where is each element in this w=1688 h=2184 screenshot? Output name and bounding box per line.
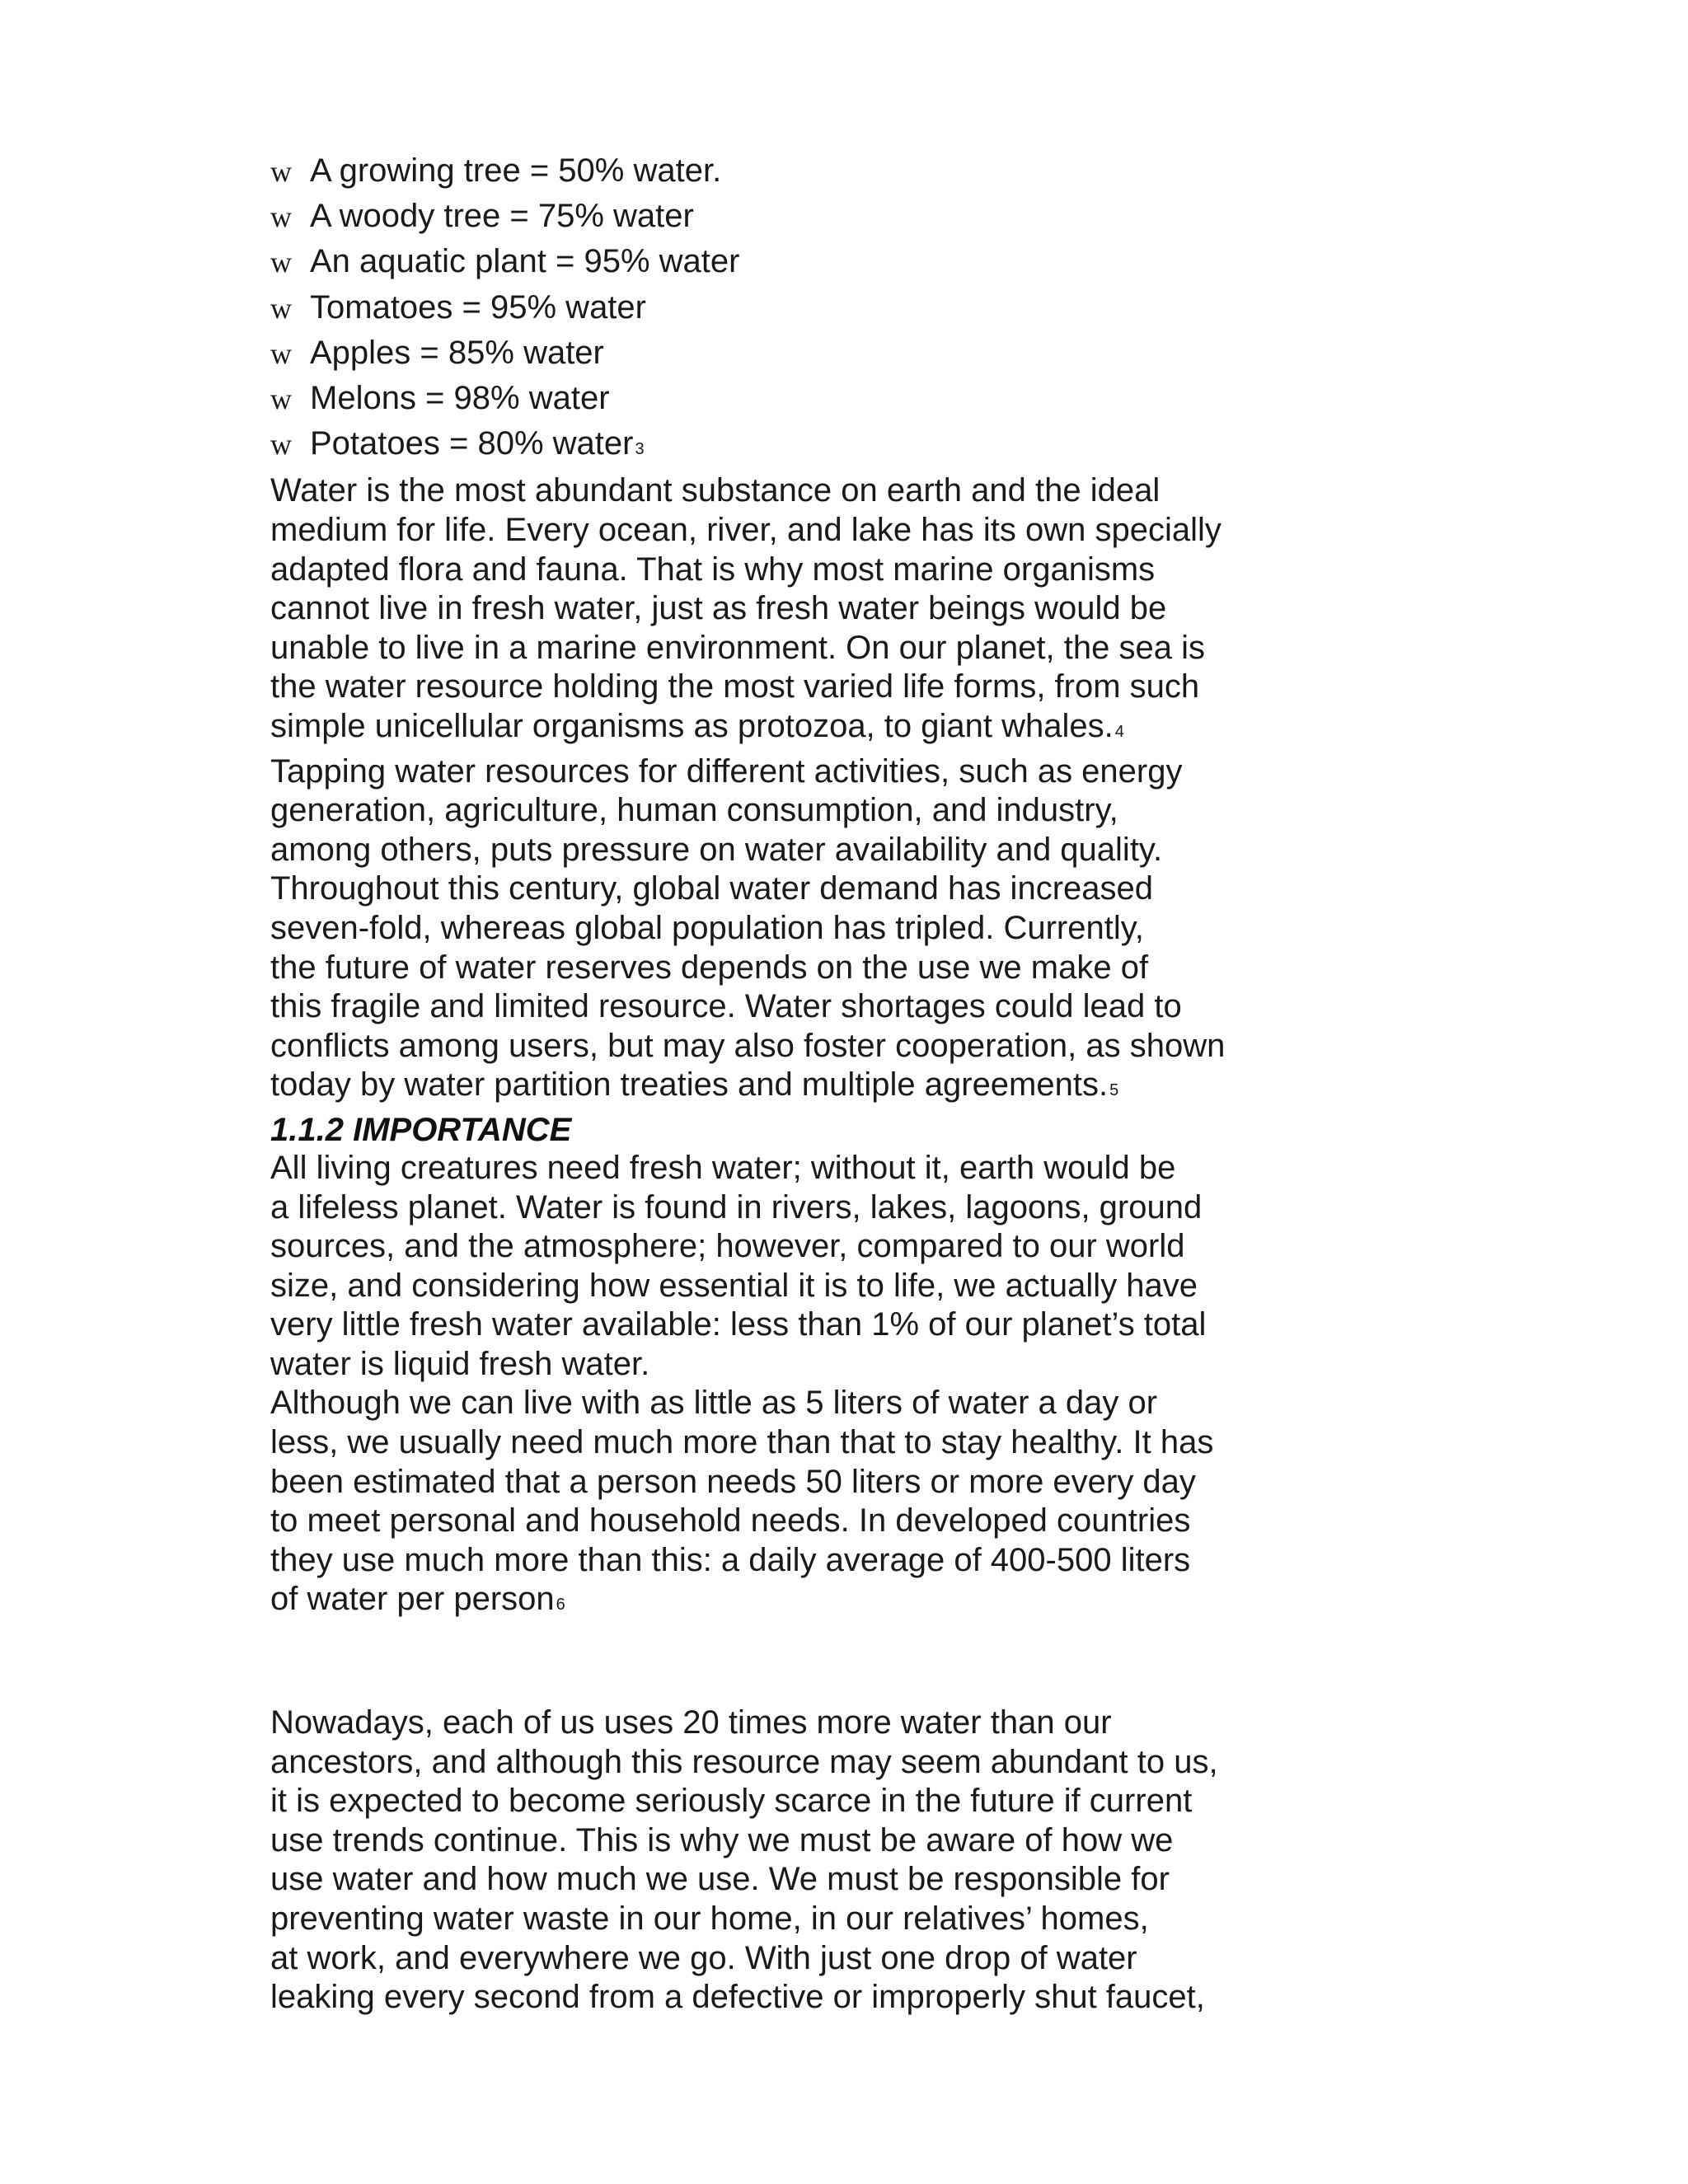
page-content <box>270 148 1259 2018</box>
text-line-content: simple unicellular organisms as protozoa, to giant whales. <box>270 707 1114 744</box>
list-item-text: Potatoes = 80% water <box>310 425 634 462</box>
text-line: leaking every second from a defective or improperly shut faucet, <box>270 1979 1205 2016</box>
text-line: use trends continue. This is why we must be aware of how we <box>270 1821 1174 1858</box>
water-content-list <box>270 148 1259 471</box>
list-item-text: A woody tree = 75% water <box>310 198 694 235</box>
text-line: size, and considering how essential it is to life, we actually have <box>270 1267 1198 1304</box>
bullet-icon: w <box>270 336 292 370</box>
list-item-text: A growing tree = 50% water. <box>310 152 722 189</box>
text-line: the water resource holding the most varied life forms, from such <box>270 668 1200 705</box>
text-line: a lifeless planet. Water is found in rivers, lakes, lagoons, ground <box>270 1188 1203 1226</box>
text-line: preventing water waste in our home, in our relatives’ homes, <box>270 1900 1149 1938</box>
list-item-text: Apples = 85% water <box>310 334 604 371</box>
text-line: Water is the most abundant substance on earth and the ideal <box>270 472 1160 509</box>
text-line <box>270 707 1259 752</box>
list-item-text: An aquatic plant = 95% water <box>310 243 740 280</box>
list-item <box>270 330 1259 376</box>
text-line: Tapping water resources for different activities, such as energy <box>270 752 1183 790</box>
section-heading: 1.1.2 IMPORTANCE <box>270 1111 572 1148</box>
text-line: been estimated that a person needs 50 liters or more every day <box>270 1463 1196 1500</box>
text-line: this fragile and limited resource. Water shortages could lead to <box>270 988 1182 1025</box>
paragraph-water-waste <box>270 1704 1259 2018</box>
text-line: to meet personal and household needs. In developed countries <box>270 1502 1191 1540</box>
paragraph-daily-consumption <box>270 1384 1259 1625</box>
text-line: Throughout this century, global water demand has increased <box>270 870 1153 907</box>
text-line: at work, and everywhere we go. With just one drop of water <box>270 1939 1137 1976</box>
text-line: ancestors, and although this resource may seem abundant to us, <box>270 1743 1218 1780</box>
bullet-icon: w <box>270 291 292 325</box>
text-line: Although we can live with as little as 5 liters of water a day or <box>270 1385 1158 1422</box>
text-line: seven-fold, whereas global population has tripled. Currently, <box>270 909 1144 946</box>
paragraph-water-abundance <box>270 471 1259 752</box>
text-line: cannot live in fresh water, just as fresh water beings would be <box>270 590 1167 627</box>
list-item <box>270 194 1259 239</box>
bullet-icon: w <box>270 428 292 462</box>
text-line: conflicts among users, but may also foster cooperation, as shown <box>270 1027 1226 1064</box>
text-line-content: today by water partition treaties and multiple agreements. <box>270 1066 1109 1104</box>
text-line: less, we usually need much more than that to stay healthy. It has <box>270 1424 1214 1461</box>
list-item <box>270 239 1259 284</box>
text-line: Nowadays, each of us uses 20 times more water than our <box>270 1704 1112 1741</box>
text-line: very little fresh water available: less than 1% of our planet’s total <box>270 1306 1207 1343</box>
text-line <box>270 1066 1259 1111</box>
text-line: medium for life. Every ocean, river, and lake has its own specially <box>270 512 1221 549</box>
list-item-text: Tomatoes = 95% water <box>310 288 646 326</box>
text-line: sources, and the atmosphere; however, compared to our world <box>270 1228 1185 1265</box>
text-line: adapted flora and fauna. That is why most marine organisms <box>270 551 1156 588</box>
text-line: it is expected to become seriously scarce in the future if current <box>270 1783 1193 1820</box>
text-line: the future of water reserves depends on the use we make of <box>270 949 1149 986</box>
bullet-icon: w <box>270 200 292 234</box>
bullet-icon: w <box>270 246 292 279</box>
list-item <box>270 376 1259 421</box>
paragraph-water-demand <box>270 752 1259 1111</box>
text-line: use water and how much we use. We must be responsible for <box>270 1861 1170 1898</box>
list-item <box>270 148 1259 194</box>
footnote-marker: 4 <box>1114 722 1124 741</box>
paragraph-fresh-water-need <box>270 1149 1259 1385</box>
text-line: generation, agriculture, human consumption, and industry, <box>270 792 1118 829</box>
bullet-icon: w <box>270 155 292 188</box>
text-line: they use much more than this: a daily average of 400-500 liters <box>270 1541 1191 1578</box>
text-line: water is liquid fresh water. <box>270 1345 650 1382</box>
footnote-marker: 3 <box>635 440 645 459</box>
bullet-icon: w <box>270 382 292 416</box>
list-item <box>270 421 1259 471</box>
list-item <box>270 285 1259 330</box>
text-line-content: of water per person <box>270 1581 555 1618</box>
text-line: unable to live in a marine environment. On our planet, the sea is <box>270 629 1205 666</box>
footnote-marker: 5 <box>1109 1081 1119 1100</box>
footnote-marker: 6 <box>556 1596 565 1615</box>
list-item-text: Melons = 98% water <box>310 380 610 417</box>
text-line: among others, puts pressure on water availability and quality. <box>270 831 1163 868</box>
text-line <box>270 1580 1259 1625</box>
text-line: All living creatures need fresh water; without it, earth would be <box>270 1149 1176 1186</box>
paragraph-spacer <box>270 1625 1259 1704</box>
